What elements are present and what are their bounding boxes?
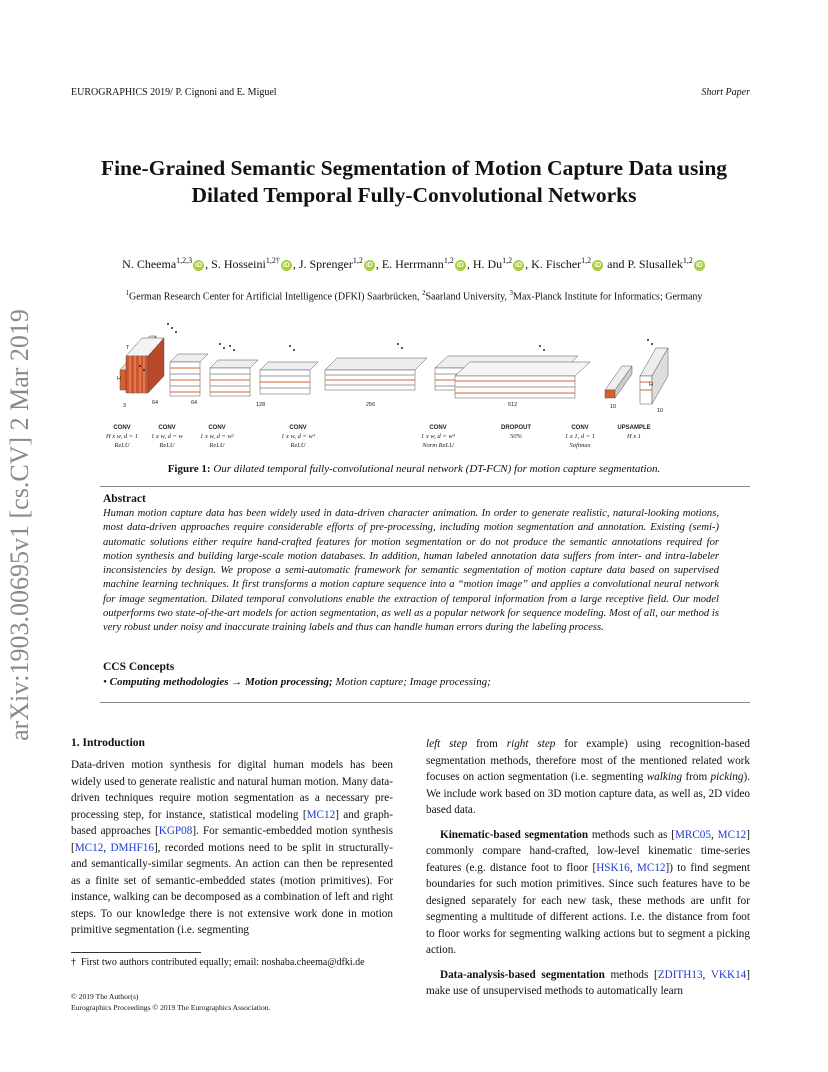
copyright-line-2: Eurographics Proceedings © 2019 The Eurographics Association. — [71, 1003, 271, 1012]
network-architecture-figure — [100, 318, 730, 456]
svg-text:CONV: CONV — [289, 425, 307, 431]
citation-link[interactable]: HSK16 — [596, 861, 630, 874]
dim-label: 128 — [256, 402, 266, 408]
right-column — [426, 736, 750, 1000]
citation-link[interactable]: KGP08 — [158, 825, 193, 837]
orcid-icon[interactable]: iD — [456, 261, 464, 269]
dim-label: 64 — [191, 400, 198, 406]
svg-text:ReLU: ReLU — [209, 442, 225, 449]
title-line-2: Dilated Temporal Fully-Convolutional Networks — [191, 183, 637, 207]
orcid-icon[interactable]: iD — [695, 261, 703, 269]
right-paragraph-1: left step from right step for example) using recognition-based segmentation methods, therefore most of the mentioned related work focuses on action segmentation (i.e. segmenting walking from picking). We include work based on 3D motion capture data, as well as, 2D video based data. — [426, 738, 751, 816]
footnote-rule — [71, 952, 201, 953]
dim-label: 10 — [610, 404, 617, 410]
axis-label-h: H — [117, 376, 121, 382]
ccs-concepts: • Computing methodologies → Motion processing; Motion capture; Image processing; — [103, 676, 491, 688]
svg-text:ReLU: ReLU — [114, 442, 130, 449]
author-2[interactable]: S. Hosseini$^{1,2\dagger}$ — [211, 256, 280, 271]
citation-link[interactable]: VKK14 — [710, 968, 747, 981]
author-3[interactable]: J. Sprenger$^{1,2}$ — [298, 256, 363, 271]
citation-link[interactable]: ZDITH13 — [657, 968, 703, 981]
svg-text:H x w, d = 1: H x w, d = 1 — [105, 433, 139, 440]
svg-text:CONV: CONV — [429, 425, 447, 431]
dim-label: 10 — [657, 408, 664, 414]
author-1[interactable]: N. Cheema$^{1,2,3}$ — [122, 256, 193, 271]
conv1-volume — [126, 338, 164, 393]
svg-text:UPSAMPLE: UPSAMPLE — [617, 425, 651, 431]
axis-label-h-out: H — [649, 382, 653, 388]
citation-link[interactable]: DMHF16 — [110, 841, 154, 854]
footnote: † First two authors contributed equally; email: noshaba.cheema@dfki.de — [71, 957, 365, 968]
author-list: N. Cheema$^{1,2,3}$iD , S. Hosseini$^{1,2\dagger}$iD , J. Sprenger$^{1,2}$iD , E. Herrmann$^{1,2}$iD , H. Du$^{1,2}$iD , K. Fischer$^{1,2}$iD and P. Slusallek$^{1,2}$iD — [122, 256, 703, 271]
citation-link[interactable]: MC12 — [636, 861, 666, 874]
svg-text:DROPOUT: DROPOUT — [501, 425, 531, 431]
svg-text:Softmax: Softmax — [569, 442, 591, 449]
left-column — [71, 757, 393, 939]
author-5[interactable]: H. Du$^{1,2}$ — [472, 256, 513, 271]
svg-text:50%: 50% — [510, 433, 522, 440]
svg-text:1 x w, d = w⁴: 1 x w, d = w⁴ — [421, 433, 455, 440]
title-line-1: Fine-Grained Semantic Segmentation of Motion Capture Data using — [100, 156, 728, 180]
svg-text:CONV: CONV — [113, 425, 131, 431]
svg-text:CONV: CONV — [571, 425, 589, 431]
conv4-volume — [260, 362, 318, 394]
affiliations: $^1$German Research Center for Artificial Intelligence (DFKI) Saarbrücken, $^2$Saarland University, $^3$Max-Planck Institute for Informatics; Germany — [125, 289, 703, 303]
svg-text:CONV: CONV — [158, 425, 176, 431]
abstract-text: Human motion capture data has been widely used in data-driven character animation. In order to generate realistic, natural-looking motions, most data-driven approaches require considerable efforts of pre-processing, including motion segmentation and annotation. Existing (semi-) automatic solutions either require hand-crafted features for motion segmentation or do not produce the semantic annotations required for motion synthesis and building large-scale motion databases. In addition, human labeled annotation data suffers from inter- and intra-labeler inconsistencies by design. We propose a semi-automatic framework for semantic segmentation of motion capture data based on supervised machine learning techniques. It first transforms a motion capture sequence into a “motion image” and applies a convolutional neural network for image segmentation. Dilated temporal convolutions enable the extraction of temporal information from a large receptive field. Our model outperforms two state-of-the-art models for action segmentation, as well as a popular network for sequence modeling. Most of all, our method is very robust under noisy and inaccurate training labels and thus can handle human errors during the labeling process. — [103, 508, 719, 634]
divider — [100, 702, 750, 703]
svg-text:1 x w, d = w³: 1 x w, d = w³ — [281, 433, 315, 440]
arxiv-stamp: arXiv:1903.00695v1 [cs.CV] 2 Mar 2019 — [5, 309, 34, 741]
svg-text:ReLU: ReLU — [159, 442, 175, 449]
conv2-volume — [170, 354, 208, 396]
upsample-volume — [640, 348, 668, 404]
softmax-volume — [605, 366, 632, 398]
orcid-icon[interactable]: iD — [515, 261, 523, 269]
layer-labels — [105, 425, 651, 449]
dim-label: 512 — [508, 402, 518, 408]
dim-label: 64 — [152, 400, 159, 406]
dim-label: 256 — [366, 402, 376, 408]
svg-text:ReLU: ReLU — [290, 442, 306, 449]
copyright-line-1: © 2019 The Author(s) — [71, 992, 139, 1001]
citation-link[interactable]: MC12 — [306, 808, 336, 821]
section-heading-introduction: 1. Introduction — [71, 737, 145, 749]
abstract-heading: Abstract — [103, 493, 146, 505]
svg-text:H x 1: H x 1 — [626, 433, 642, 440]
author-4[interactable]: E. Herrmann$^{1,2}$ — [381, 256, 454, 271]
right-paragraph-2: Kinematic-based segmentation methods such as [MRC05, MC12] commonly compare hand-crafted, low-level kinematic time-series features (e.g. distance foot to floor [HSK16, MC12]) to find segment boundaries for such motion primitives. Since such features have to be designed separately for each new task, these methods are unfit for segmenting a multitude of different actions. I.e. the distance from foot to floor works for segmenting walking actions but to segment a picking action. — [426, 828, 750, 956]
svg-text:1 x w, d = w: 1 x w, d = w — [151, 433, 183, 440]
figure-caption: Figure 1: Our dilated temporal fully-convolutional neural network (DT-FCN) for motion capture segmentation. — [167, 463, 661, 475]
citation-link[interactable]: MC12 — [717, 828, 747, 841]
running-header-left: EUROGRAPHICS 2019/ P. Cignoni and E. Miguel — [71, 87, 277, 98]
ccs-heading: CCS Concepts — [103, 661, 175, 673]
svg-text:1 x 1, d = 1: 1 x 1, d = 1 — [564, 433, 596, 440]
citation-link[interactable]: MRC05 — [674, 828, 711, 841]
conv5-volume — [325, 358, 427, 390]
dim-label: 3 — [123, 403, 127, 409]
running-header-right: Short Paper — [701, 87, 750, 98]
axis-label-t: T — [126, 345, 130, 351]
conv3-volume — [210, 360, 258, 396]
svg-text:Norm ReLU: Norm ReLU — [422, 442, 454, 449]
author-6[interactable]: K. Fischer$^{1,2}$ — [531, 256, 592, 271]
orcid-icon[interactable]: iD — [594, 261, 602, 269]
orcid-icon[interactable]: iD — [282, 261, 290, 269]
author-7[interactable]: P. Slusallek$^{1,2}$ — [627, 256, 693, 271]
orcid-icon[interactable]: iD — [195, 261, 203, 269]
right-paragraph-3: Data-analysis-based segmentation methods [ZDITH13, VKK14] make use of unsupervised methods to automatically learn — [426, 968, 750, 997]
dropout-volume — [455, 362, 590, 398]
citation-link[interactable]: MC12 — [74, 841, 104, 854]
paper-title — [40, 155, 788, 209]
divider — [100, 486, 750, 487]
intro-paragraph: Data-driven motion synthesis for digital human models has been widely used to generate realistic and natural human motion. Many data-driven techniques require motion segmentation as a necessary pre-processing step, for instance, statistical modeling [MC12] and graph-based approaches [KGP08]. For semantic-embedded motion synthesis [MC12, DMHF16], recorded motions need to be split in structurally- and semantically-similar segments. An action can then be represented as a finite set of semantic-embedded states (motion primitives). For instance, walking can be decomposed as a combination of left and right steps. To our knowledge there is not extensive work done in motion primitive segmentation (i.e. segmenting — [71, 759, 394, 936]
svg-text:1 x w, d = w²: 1 x w, d = w² — [200, 433, 234, 440]
orcid-icon[interactable]: iD — [365, 261, 373, 269]
svg-text:CONV: CONV — [208, 425, 226, 431]
